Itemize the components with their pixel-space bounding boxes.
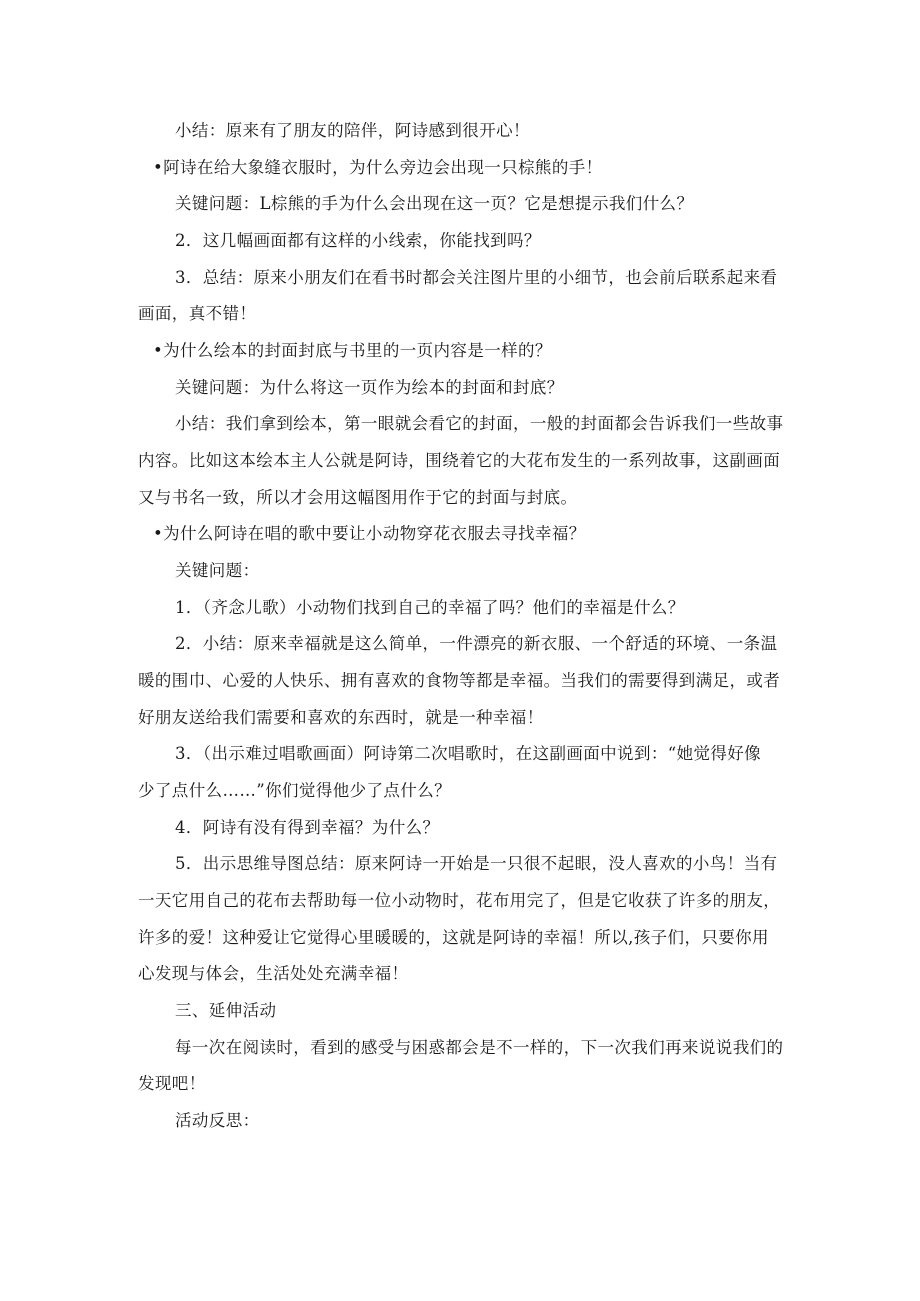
item-2-happiness-3: 好朋友送给我们需要和喜欢的东西时，就是一种幸福！ bbox=[138, 708, 544, 727]
summary-cover-2: 内容。比如这本绘本主人公就是阿诗，围绕着它的大花布发生的一系列故事，这副画面 bbox=[138, 451, 781, 470]
extension-text-1: 每一次在阅读时，看到的感受与困惑都会是不一样的，下一次我们再来说说我们的 bbox=[175, 1038, 784, 1057]
item-2-clues: 2．这几幅画面都有这样的小线索，你能找到吗？ bbox=[175, 231, 541, 250]
item-3-sad-song-1: 3．（出示难过唱歌画面）阿诗第二次唱歌时，在这副画面中说到：“她觉得好像 bbox=[175, 744, 762, 763]
key-question-cover: 关键问题：为什么将这一页作为绘本的封面和封底？ bbox=[175, 378, 564, 397]
summary-friends: 小结：原来有了朋友的陪伴，阿诗感到很开心！ bbox=[175, 121, 530, 140]
item-3-sad-song-2: 少了点什么……”你们觉得他少了点什么？ bbox=[138, 781, 452, 800]
item-5-mindmap-3: 许多的爱！这种爱让它觉得心里暖暖的，这就是阿诗的幸福！所以,孩子们，只要你用 bbox=[138, 928, 769, 947]
item-5-mindmap-2: 一天它用自己的花布去帮助每一位小动物时，花布用完了，但是它收获了许多的朋友， bbox=[138, 891, 781, 910]
bullet-question-bear-hand: •阿诗在给大象缝衣服时，为什么旁边会出现一只棕熊的手！ bbox=[153, 158, 603, 177]
item-3-summary-cont: 画面，真不错！ bbox=[138, 304, 257, 323]
bullet-question-cover: •为什么绘本的封面封底与书里的一页内容是一样的？ bbox=[153, 341, 552, 360]
item-2-happiness-1: 2．小结：原来幸福就是这么简单，一件漂亮的新衣服、一个舒适的环境、一条温 bbox=[175, 634, 778, 653]
key-question-label: 关键问题： bbox=[175, 561, 260, 580]
item-4-question: 4．阿诗有没有得到幸福？为什么？ bbox=[175, 818, 440, 837]
key-question-bear: 关键问题：L棕熊的手为什么会出现在这一页？它是想提示我们什么？ bbox=[175, 194, 694, 213]
extension-text-2: 发现吧！ bbox=[138, 1074, 206, 1093]
reflection-label: 活动反思： bbox=[175, 1111, 260, 1130]
item-5-mindmap-4: 心发现与体会，生活处处充满幸福！ bbox=[138, 964, 409, 983]
item-5-mindmap-1: 5．出示思维导图总结：原来阿诗一开始是一只很不起眼，没人喜欢的小鸟！当有 bbox=[175, 854, 778, 873]
summary-cover-3: 又与书名一致，所以才会用这幅图用作于它的封面与封底。 bbox=[138, 488, 578, 507]
bullet-question-song: •为什么阿诗在唱的歌中要让小动物穿花衣服去寻找幸福？ bbox=[153, 524, 586, 543]
item-1-chant: 1．（齐念儿歌）小动物们找到自己的幸福了吗？他们的幸福是什么？ bbox=[175, 598, 685, 617]
item-2-happiness-2: 暖的围巾、心爱的人快乐、拥有喜欢的食物等都是幸福。当我们的需要得到满足，或者 bbox=[138, 671, 781, 690]
section-heading-extension: 三、延伸活动 bbox=[175, 1001, 277, 1020]
summary-cover-1: 小结：我们拿到绘本，第一眼就会看它的封面，一般的封面都会告诉我们一些故事 bbox=[175, 414, 784, 433]
item-3-summary: 3．总结：原来小朋友们在看书时都会关注图片里的小细节，也会前后联系起来看 bbox=[175, 268, 778, 287]
